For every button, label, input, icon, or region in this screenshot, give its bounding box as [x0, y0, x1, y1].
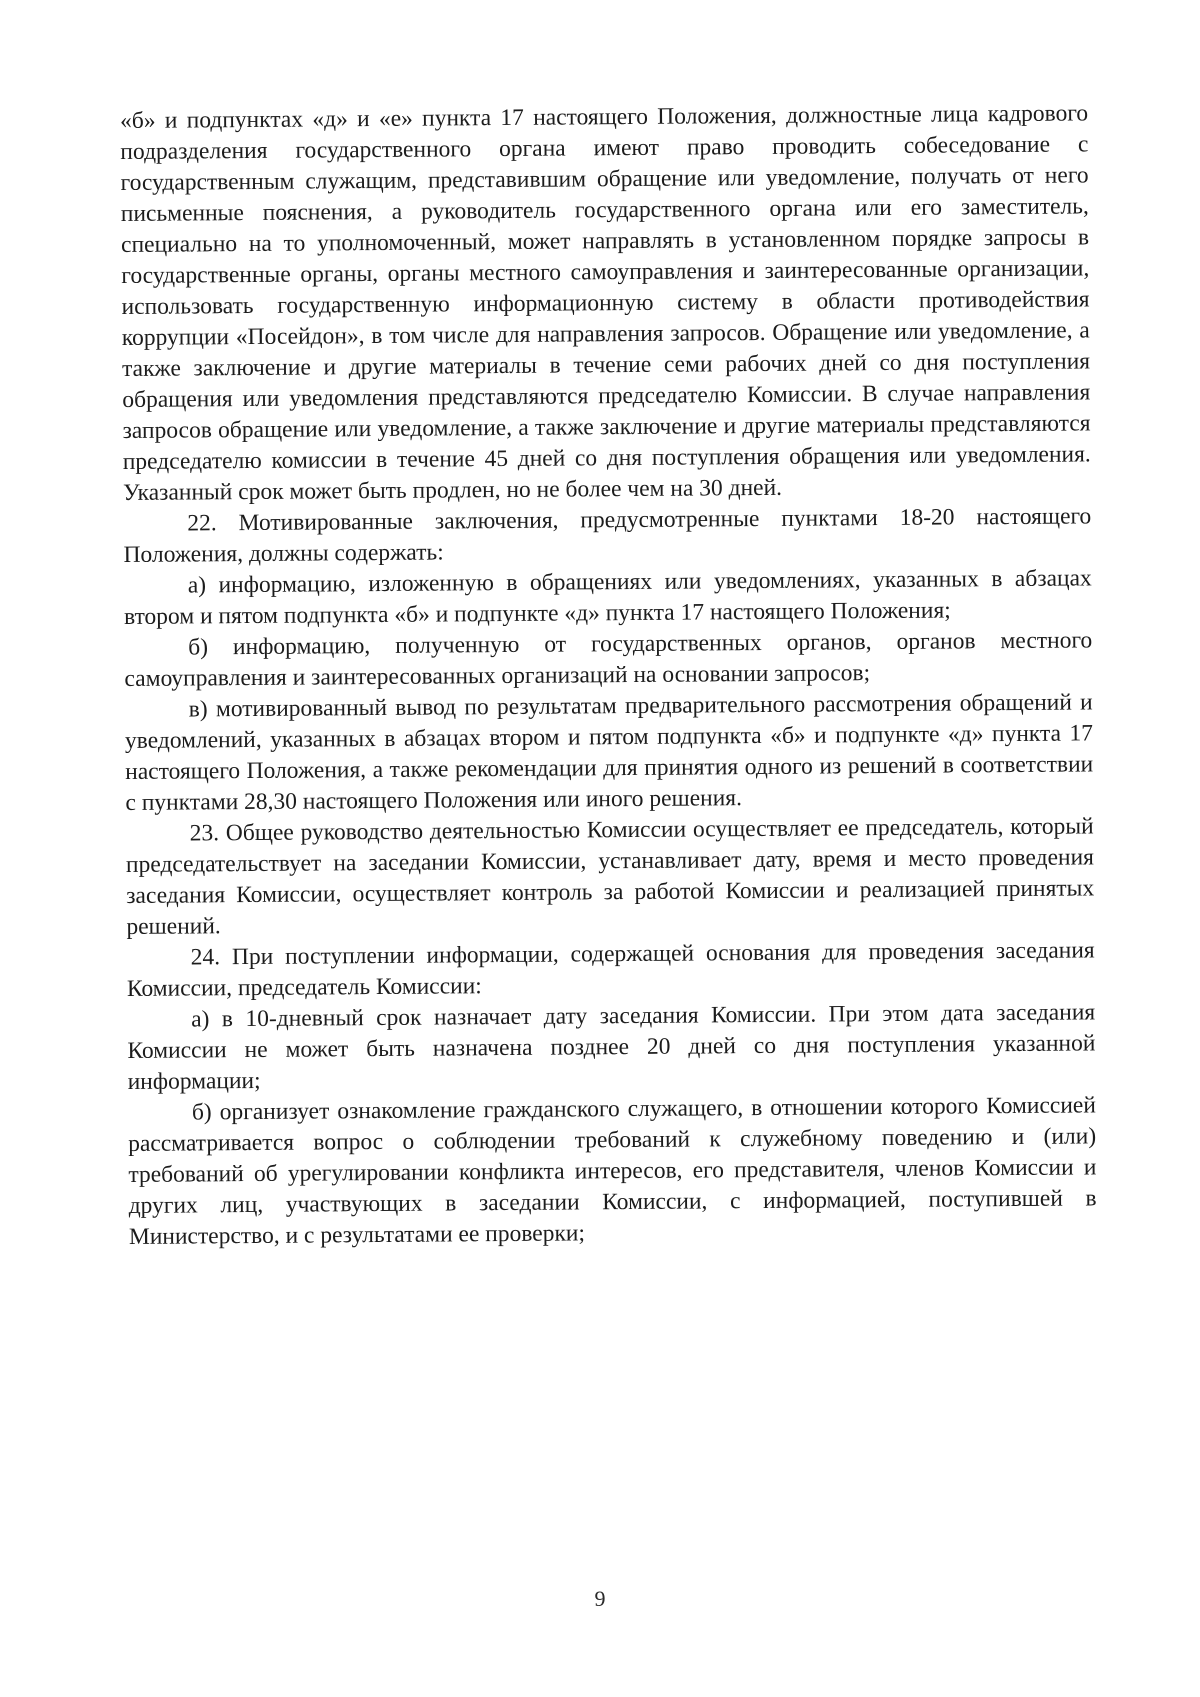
paragraph-continuation: «б» и подпунктах «д» и «е» пункта 17 настоящего Положения, должностные лица кадрового подразделения государственного органа имеют право проводить собеседование с государственным служащим, представившим обращение или уведомление, получать от него письменные пояснения, а руководитель государственного органа или его заместитель, специально на то уполномоченный, может направлять в установленном порядке запросы в государственные органы, органы местного самоуправления и заинтересованные организации, использовать государственную информационную систему в области противодействия коррупции «Посейдон», в том числе для направления запросов. Обращение или уведомление, а также заключение и другие материалы в течение семи рабочих дней со дня поступления обращения или уведомления представляются председателю Комиссии. В случае направления запросов обращение или уведомление, а также заключение и другие материалы представляются председателю комиссии в течение 45 дней со дня поступления обращения или уведомления. Указанный срок может быть продлен, но не более чем на 30 дней. — [120, 100, 1091, 506]
paragraph-24-a: а) в 10-дневный срок назначает дату заседания Комиссии. При этом дата заседания Комиссии не может быть назначена позднее 20 дней со дня поступления указанной информации; — [127, 999, 1096, 1095]
paragraph-23: 23. Общее руководство деятельностью Комиссии осуществляет ее председатель, который председательствует на заседании Комиссии, устанавливает дату, время и место проведения заседания Комиссии, осуществляет контроль за работой Комиссии и реализацией принятых решений. — [125, 813, 1095, 940]
document-body — [120, 98, 1097, 1253]
paragraph-22-a: а) информацию, изложенную в обращениях или уведомлениях, указанных в абзацах втором и пятом подпункта «б» и подпункте «д» пункта 17 настоящего Положения; — [123, 565, 1092, 630]
paragraph-24: 24. При поступлении информации, содержащей основания для проведения заседания Комиссии, председатель Комиссии: — [126, 937, 1095, 1002]
paragraph-22-b: б) информацию, полученную от государственных органов, органов местного самоуправления и заинтересованных организаций на основании запросов; — [124, 627, 1093, 692]
paragraph-22-v: в) мотивированный вывод по результатам предварительного рассмотрения обращений и уведомлений, указанных в абзацах втором и пятом подпункта «б» и подпункте «д» пункта 17 настоящего Положения, а также рекомендации для принятия одного из решений в соответствии с пунктами 28,30 настоящего Положения или иного решения. — [124, 689, 1094, 816]
paragraph-24-b: б) организует ознакомление гражданского служащего, в отношении которого Комиссией рассматривается вопрос о соблюдении требований к служебному поведению и (или) требований об урегулировании конфликта интересов, его представителя, членов Комиссии и других лиц, участвующих в заседании Комиссии, с информацией, поступившей в Министерство, и с результатами ее проверки; — [128, 1092, 1097, 1250]
page-number: 9 — [594, 1586, 606, 1611]
paragraph-22: 22. Мотивированные заключения, предусмотренные пунктами 18-20 настоящего Положения, должны содержать: — [123, 503, 1092, 568]
